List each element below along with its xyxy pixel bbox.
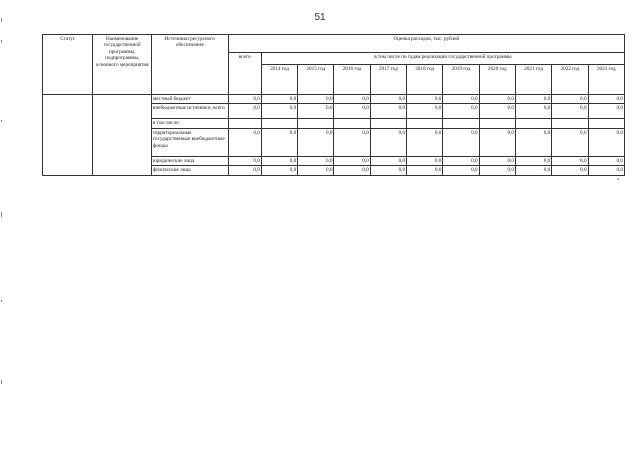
header-program-name: Наименование государственной программы, подпрограммы, основного мероприятия xyxy=(93,35,152,95)
year-value-cell: 0,0 xyxy=(479,95,515,104)
year-value-cell: 0,0 xyxy=(370,104,406,119)
header-year: 2022 год xyxy=(552,65,588,95)
year-value-cell: 0,0 xyxy=(370,166,406,175)
year-value-cell: 0,0 xyxy=(298,128,334,156)
year-value-cell: 0,0 xyxy=(515,104,551,119)
header-year: 2016 год xyxy=(334,65,370,95)
header-year: 2020 год xyxy=(479,65,515,95)
year-value-cell: 0,0 xyxy=(261,128,297,156)
year-value-cell: 0,0 xyxy=(298,156,334,165)
year-value-cell: 0,0 xyxy=(588,128,624,156)
year-value-cell: 0,0 xyxy=(298,166,334,175)
year-value-cell: 0,0 xyxy=(370,128,406,156)
source-cell: местный бюджет xyxy=(151,95,228,104)
year-value-cell: 0,0 xyxy=(479,128,515,156)
year-value-cell: 0,0 xyxy=(407,104,443,119)
total-value-cell: 0,0 xyxy=(228,95,261,104)
year-value-cell: 0,0 xyxy=(407,95,443,104)
year-value-cell: 0,0 xyxy=(334,95,370,104)
year-value-cell: 0,0 xyxy=(298,95,334,104)
year-value-cell: 0,0 xyxy=(443,156,479,165)
year-value-cell: 0,0 xyxy=(443,95,479,104)
binding-margin-marks xyxy=(1,0,3,454)
header-total: всего xyxy=(228,53,261,95)
year-value-cell xyxy=(515,119,551,128)
source-cell: внебюджетные источники, всего xyxy=(151,104,228,119)
year-value-cell: 0,0 xyxy=(479,104,515,119)
year-value-cell: 0,0 xyxy=(479,156,515,165)
year-value-cell xyxy=(334,119,370,128)
year-value-cell: 0,0 xyxy=(261,166,297,175)
header-sources: Источники ресурсного обеспечения xyxy=(151,35,228,95)
total-value-cell: 0,0 xyxy=(228,128,261,156)
year-value-cell: 0,0 xyxy=(407,166,443,175)
year-value-cell: 0,0 xyxy=(334,156,370,165)
year-value-cell xyxy=(370,119,406,128)
total-value-cell: 0,0 xyxy=(228,104,261,119)
year-value-cell: 0,0 xyxy=(407,128,443,156)
year-value-cell xyxy=(261,119,297,128)
year-value-cell: 0,0 xyxy=(588,95,624,104)
year-value-cell: 0,0 xyxy=(552,104,588,119)
year-value-cell: 0,0 xyxy=(298,104,334,119)
year-value-cell: 0,0 xyxy=(588,156,624,165)
source-cell: территориальные государственные внебюджетные фонды xyxy=(151,128,228,156)
total-value-cell: 0,0 xyxy=(228,156,261,165)
year-value-cell: 0,0 xyxy=(515,128,551,156)
year-value-cell: 0,0 xyxy=(334,128,370,156)
header-year: 2017 год xyxy=(370,65,406,95)
year-value-cell: 0,0 xyxy=(479,166,515,175)
source-cell: в том числе: xyxy=(151,119,228,128)
header-by-years: в том числе по годам реализации государственной программы xyxy=(261,53,624,65)
year-value-cell: 0,0 xyxy=(443,104,479,119)
table-row xyxy=(43,95,625,104)
year-value-cell: 0,0 xyxy=(552,128,588,156)
footnote-mark: » xyxy=(617,177,620,182)
header-year: 2021 год xyxy=(515,65,551,95)
year-value-cell: 0,0 xyxy=(552,166,588,175)
year-value-cell: 0,0 xyxy=(407,156,443,165)
year-value-cell xyxy=(298,119,334,128)
year-value-cell: 0,0 xyxy=(370,95,406,104)
year-value-cell: 0,0 xyxy=(261,156,297,165)
year-value-cell: 0,0 xyxy=(515,166,551,175)
year-value-cell xyxy=(552,119,588,128)
source-cell: физические лица xyxy=(151,166,228,175)
year-value-cell: 0,0 xyxy=(552,95,588,104)
header-year: 2014 год xyxy=(261,65,297,95)
header-year: 2023 год xyxy=(588,65,624,95)
total-value-cell xyxy=(228,119,261,128)
year-value-cell: 0,0 xyxy=(370,156,406,165)
year-value-cell xyxy=(588,119,624,128)
year-value-cell: 0,0 xyxy=(334,166,370,175)
year-value-cell: 0,0 xyxy=(552,156,588,165)
total-value-cell: 0,0 xyxy=(228,166,261,175)
header-estimate: Оценка расходов, тыс. рублей xyxy=(228,35,624,53)
header-year: 2019 год xyxy=(443,65,479,95)
year-value-cell: 0,0 xyxy=(588,104,624,119)
year-value-cell: 0,0 xyxy=(261,104,297,119)
year-value-cell: 0,0 xyxy=(588,166,624,175)
year-value-cell: 0,0 xyxy=(261,95,297,104)
page-number: 51 xyxy=(314,12,326,23)
year-value-cell xyxy=(407,119,443,128)
header-year: 2015 год xyxy=(298,65,334,95)
year-value-cell xyxy=(443,119,479,128)
year-value-cell: 0,0 xyxy=(443,166,479,175)
year-value-cell: 0,0 xyxy=(443,128,479,156)
year-value-cell: 0,0 xyxy=(515,156,551,165)
status-cell xyxy=(43,95,93,176)
source-cell: юридические лица xyxy=(151,156,228,165)
year-value-cell xyxy=(479,119,515,128)
header-year: 2018 год xyxy=(407,65,443,95)
year-value-cell: 0,0 xyxy=(334,104,370,119)
header-status: Статус xyxy=(43,35,93,95)
program-name-cell xyxy=(93,95,152,176)
resource-estimate-table xyxy=(42,34,625,176)
year-value-cell: 0,0 xyxy=(515,95,551,104)
